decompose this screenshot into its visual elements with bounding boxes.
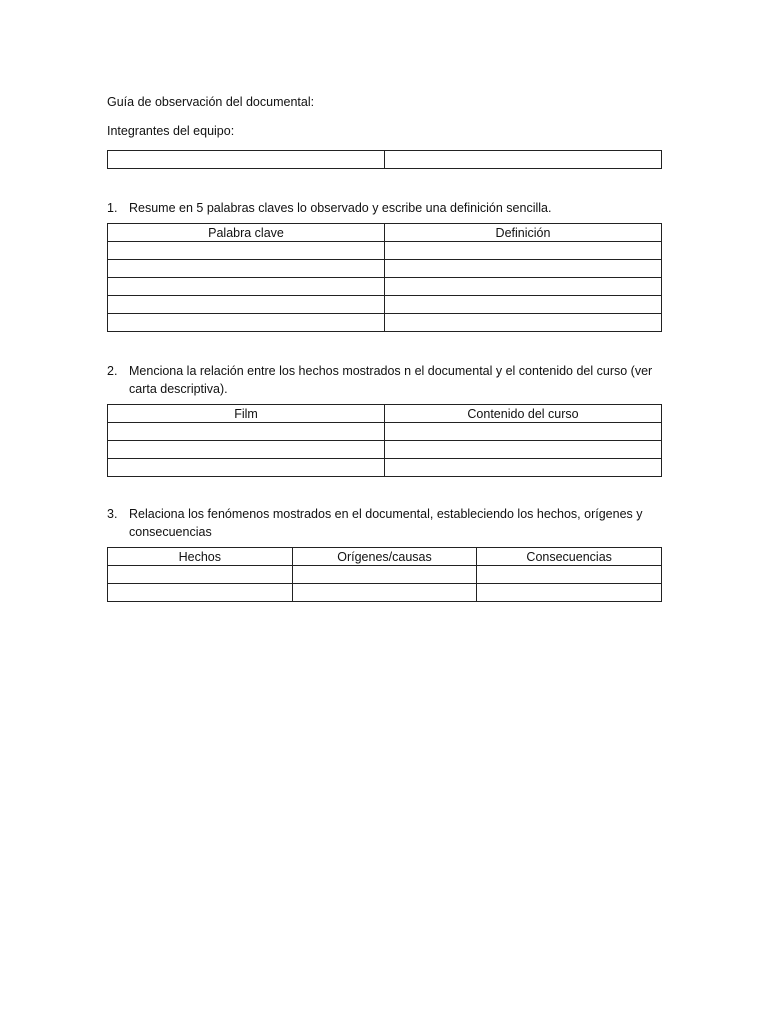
column-header: Orígenes/causas bbox=[292, 548, 477, 566]
document-title: Guía de observación del documental: bbox=[107, 95, 315, 109]
table-row bbox=[108, 296, 662, 314]
table-cell[interactable] bbox=[385, 242, 662, 260]
table-row bbox=[108, 151, 662, 169]
table-cell[interactable] bbox=[385, 459, 662, 477]
question-text: Relaciona los fenómenos mostrados en el documental, estableciendo los hechos, orígenes y consecuencias bbox=[129, 507, 643, 539]
question-1 bbox=[107, 199, 662, 217]
table-row bbox=[108, 566, 662, 584]
table-cell[interactable] bbox=[108, 459, 385, 477]
table-row bbox=[108, 584, 662, 602]
table-row bbox=[108, 242, 662, 260]
column-header: Consecuencias bbox=[477, 548, 662, 566]
table-cell[interactable] bbox=[292, 584, 477, 602]
table-cell[interactable] bbox=[108, 296, 385, 314]
table-cell[interactable] bbox=[385, 423, 662, 441]
column-header: Contenido del curso bbox=[385, 405, 662, 423]
table-cell[interactable] bbox=[477, 566, 662, 584]
team-member-cell[interactable] bbox=[385, 151, 662, 169]
team-members-table bbox=[107, 150, 662, 169]
column-header: Film bbox=[108, 405, 385, 423]
column-header: Definición bbox=[385, 224, 662, 242]
table-row bbox=[108, 459, 662, 477]
table-row bbox=[108, 260, 662, 278]
table-header-row bbox=[108, 405, 662, 423]
table-row bbox=[108, 278, 662, 296]
question-text: Resume en 5 palabras claves lo observado y escribe una definición sencilla. bbox=[129, 201, 552, 215]
film-content-table bbox=[107, 404, 662, 477]
table-cell[interactable] bbox=[108, 260, 385, 278]
table-cell[interactable] bbox=[292, 566, 477, 584]
question-3 bbox=[107, 505, 662, 541]
table-cell[interactable] bbox=[385, 296, 662, 314]
table-cell[interactable] bbox=[108, 242, 385, 260]
column-header: Hechos bbox=[108, 548, 293, 566]
table-cell[interactable] bbox=[108, 278, 385, 296]
column-header: Palabra clave bbox=[108, 224, 385, 242]
question-number: 2. bbox=[107, 364, 118, 378]
table-header-row bbox=[108, 548, 662, 566]
table-cell[interactable] bbox=[385, 441, 662, 459]
question-number: 1. bbox=[107, 201, 118, 215]
table-cell[interactable] bbox=[385, 314, 662, 332]
table-cell[interactable] bbox=[108, 584, 293, 602]
team-member-cell[interactable] bbox=[108, 151, 385, 169]
document-page bbox=[107, 93, 662, 602]
table-cell[interactable] bbox=[108, 423, 385, 441]
table-cell[interactable] bbox=[108, 566, 293, 584]
question-2 bbox=[107, 362, 662, 398]
table-cell[interactable] bbox=[385, 278, 662, 296]
table-row bbox=[108, 441, 662, 459]
keywords-table bbox=[107, 223, 662, 332]
table-row bbox=[108, 423, 662, 441]
question-number: 3. bbox=[107, 507, 118, 521]
table-header-row bbox=[108, 224, 662, 242]
table-cell[interactable] bbox=[385, 260, 662, 278]
table-cell[interactable] bbox=[477, 584, 662, 602]
phenomena-table bbox=[107, 547, 662, 602]
table-cell[interactable] bbox=[108, 314, 385, 332]
question-text: Menciona la relación entre los hechos mostrados n el documental y el contenido del curso (ver carta descriptiva). bbox=[129, 364, 653, 396]
table-cell[interactable] bbox=[108, 441, 385, 459]
table-row bbox=[108, 314, 662, 332]
team-members-label: Integrantes del equipo: bbox=[107, 124, 235, 138]
